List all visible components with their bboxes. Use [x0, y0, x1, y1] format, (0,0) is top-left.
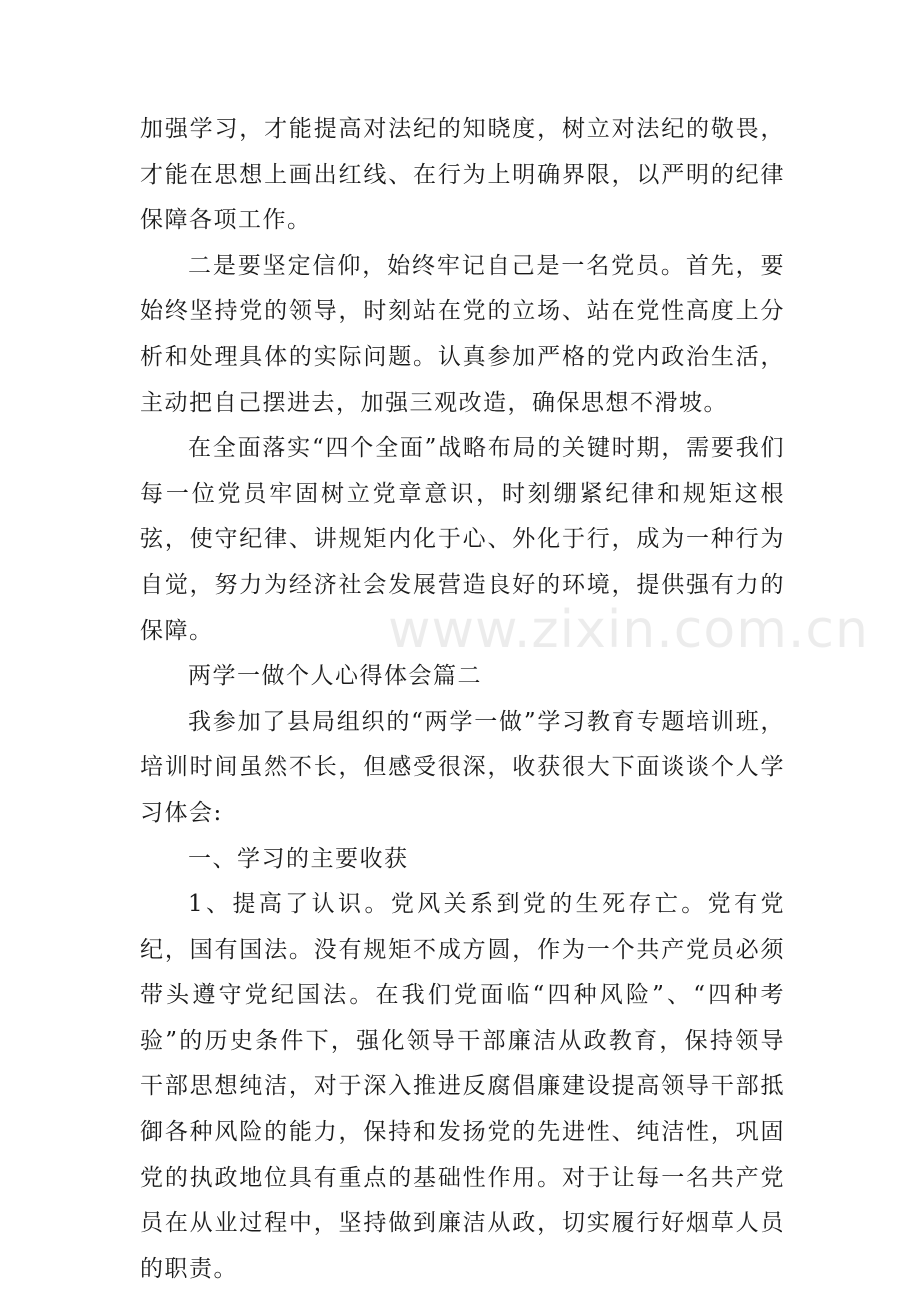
subheading-main-gains: 一、学习的主要收获	[188, 845, 409, 872]
section-heading-part-two: 两学一做个人心得体会篇二	[188, 663, 482, 690]
paragraph-5: 我参加了县局组织的“两学一做”学习教育专题培训班，培训时间虽然不长，但感受很深，收获很大下面谈谈个人学习体会:	[140, 708, 785, 826]
paragraph-3: 在全面落实“四个全面”战略布局的关键时期，需要我们每一位党员牢固树立党章意识，时刻绷紧纪律和规矩这根弦，使守纪律、讲规矩内化于心、外化于行，成为一种行为自觉，努力为经济社会发展营造良好的环境，提供强有力的保障。	[140, 435, 785, 644]
document-body	[140, 107, 785, 1292]
paragraph-2: 二是要坚定信仰，始终牢记自己是一名党员。首先，要始终坚持党的领导，时刻站在党的立场、站在党性高度上分析和处理具体的实际问题。认真参加严格的党内政治生活，主动把自己摆进去，加强三观改造，确保思想不滑坡。	[140, 252, 785, 416]
paragraph-1: 加强学习，才能提高对法纪的知晓度，树立对法纪的敬畏，才能在思想上画出红线、在行为上明确界限，以严明的纪律保障各项工作。	[140, 116, 785, 234]
paragraph-7: 1、提高了认识。党风关系到党的生死存亡。党有党纪，国有国法。没有规矩不成方圆，作为一个共产党员必须带头遵守党纪国法。在我们党面临“四种风险”、“四种考验”的历史条件下，强化领导干部廉洁从政教育，保持领导干部思想纯洁，对于深入推进反腐倡廉建设提高领导干部抵御各种风险的能力，保持和发扬党的先进性、纯洁性，巩固党的执政地位具有重点的基础性作用。对于让每一名共产党员在从业过程中，坚持做到廉洁从政，切实履行好烟草人员的职责。	[140, 891, 785, 1282]
watermark: www.zixin.com.cn	[388, 600, 869, 660]
